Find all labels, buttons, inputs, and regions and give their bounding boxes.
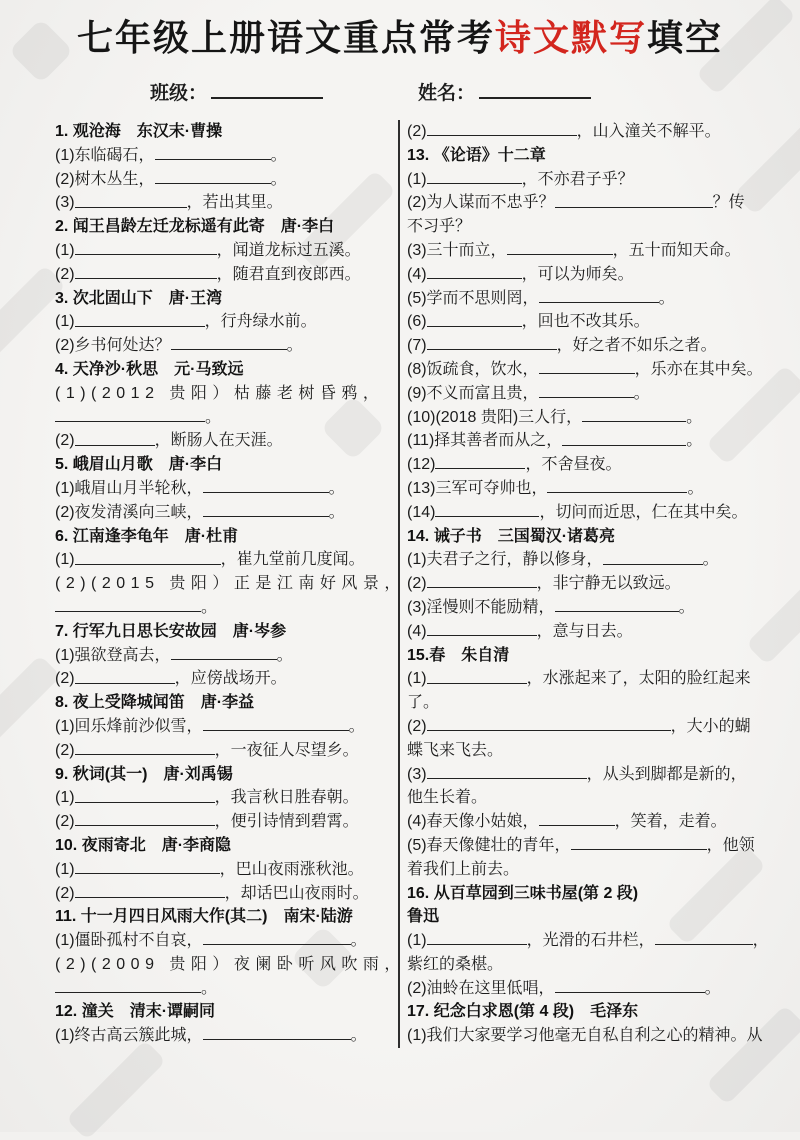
item-header — [55, 358, 395, 382]
text-run: (6) — [407, 313, 427, 331]
text-run: 。 — [348, 718, 365, 736]
text-run: 。 — [350, 932, 367, 950]
text-run: 鲁迅 — [407, 908, 440, 926]
text-run: (10)(2018 贵阳)三人行， — [407, 408, 583, 426]
text-run: ，却话巴山夜雨时。 — [224, 884, 369, 902]
fill-blank — [203, 501, 329, 517]
text-run: ，水涨起来了，太阳的脸红起来 — [526, 670, 751, 688]
text-run: (12) — [407, 456, 436, 474]
fill-blank — [555, 977, 705, 993]
fill-blank — [427, 310, 522, 326]
text-run: (3)三十而立， — [407, 242, 507, 260]
text-run: 8. 夜上受降城闻笛 唐·李益 — [55, 694, 255, 712]
worksheet-line — [55, 406, 395, 430]
class-label: 班级： — [150, 83, 208, 104]
text-run: (1)峨眉山月半轮秋， — [55, 480, 203, 498]
fill-blank — [435, 453, 525, 469]
text-run: (2)树木丛生， — [55, 170, 155, 188]
worksheet-line — [407, 691, 779, 715]
worksheet-line — [55, 644, 395, 668]
text-run: 。 — [201, 979, 218, 997]
fill-blank — [427, 168, 522, 184]
worksheet-line — [407, 239, 779, 263]
text-run: ， — [752, 932, 769, 950]
text-run: 。 — [687, 480, 704, 498]
worksheet-line — [407, 763, 779, 787]
text-run: 17. 纪念白求恩(第 4 段) 毛泽东 — [407, 1003, 639, 1021]
text-run: ，乐亦在其中矣。 — [634, 361, 763, 379]
worksheet-line — [55, 667, 395, 691]
text-run: (2)夜发清溪向三峡， — [55, 503, 203, 521]
text-run: ，他领 — [706, 837, 755, 855]
text-run: 2. 闻王昌龄左迁龙标遥有此寄 唐·李白 — [55, 218, 335, 236]
text-run: 。 — [686, 432, 703, 450]
right-column — [407, 120, 779, 1048]
text-run: (1)东临碣石， — [55, 146, 155, 164]
fill-blank — [539, 810, 615, 826]
text-run: (2)(2009 贵阳）夜阑卧听风吹雨， — [55, 955, 406, 973]
fill-blank — [427, 929, 527, 945]
fill-blank — [427, 620, 537, 636]
worksheet-line — [55, 477, 395, 501]
text-run: ，若出其里。 — [186, 194, 283, 212]
text-run: 。 — [270, 170, 287, 188]
text-run: 1. 观沧海 东汉末·曹操 — [55, 123, 223, 140]
worksheet-line — [407, 310, 779, 334]
text-run: 。 — [658, 289, 675, 307]
text-run: (1) — [407, 170, 427, 188]
fill-blank — [171, 334, 287, 350]
worksheet-line — [407, 834, 779, 858]
name-field — [418, 78, 591, 105]
text-run: (3) — [407, 765, 427, 783]
text-run: ，大小的蝴 — [670, 718, 751, 736]
text-run: 。 — [270, 146, 287, 164]
text-run: (1)(2012 贵阳）枯藤老树昏鸦， — [55, 384, 385, 402]
text-run: (1)终古高云簇此城， — [55, 1027, 203, 1045]
text-run: 不习乎？ — [407, 218, 472, 236]
fill-blank — [427, 715, 671, 731]
name-label: 姓名： — [418, 83, 476, 104]
fill-blank — [427, 763, 587, 779]
text-run: (1) — [55, 551, 75, 569]
fill-blank — [539, 358, 635, 374]
text-run: 。 — [686, 408, 703, 426]
worksheet-line — [55, 144, 395, 168]
text-run: 5. 峨眉山月歌 唐·李白 — [55, 456, 223, 474]
text-run: 。 — [350, 1027, 367, 1045]
item-header — [55, 691, 395, 715]
text-run: ，从头到脚都是新的， — [586, 765, 747, 783]
fill-blank — [603, 548, 703, 564]
text-run: (1)僵卧孤村不自哀， — [55, 932, 203, 950]
fill-blank — [203, 477, 329, 493]
item-header — [407, 905, 779, 929]
watermark-stamp — [0, 655, 61, 755]
text-run: 。 — [704, 979, 721, 997]
fill-blank — [562, 429, 686, 445]
text-run: 了。 — [407, 694, 440, 712]
text-run: ，不亦君子乎？ — [521, 170, 634, 188]
worksheet-line — [55, 786, 395, 810]
text-run: (1)夫君子之行，静以修身， — [407, 551, 603, 569]
text-run: (1) — [55, 242, 75, 260]
item-header — [407, 882, 779, 906]
text-run: ，崔九堂前几度闻。 — [220, 551, 365, 569]
worksheet-line — [55, 715, 395, 739]
fill-blank — [75, 239, 217, 255]
text-run: 11. 十一月四日风雨大作(其二) 南宋·陆游 — [55, 908, 353, 926]
text-run: ，闻道龙标过五溪。 — [216, 242, 361, 260]
text-run: (3)淫慢则不能励精， — [407, 599, 555, 617]
title-highlight: 诗文默写 — [494, 17, 647, 58]
text-run: ，五十而知天命。 — [612, 242, 741, 260]
worksheet-line — [407, 786, 779, 810]
worksheet-line — [407, 715, 779, 739]
worksheet-line — [55, 429, 395, 453]
text-run: ，山入潼关不解平。 — [576, 123, 721, 141]
text-run: (1) — [55, 313, 75, 331]
text-run: (9)不义而富且贵， — [407, 384, 539, 402]
text-run: 9. 秋词(其一) 唐·刘禹锡 — [55, 765, 233, 783]
worksheet-line — [55, 572, 406, 596]
fill-blank — [75, 548, 221, 564]
text-run: 。 — [702, 551, 719, 569]
fill-blank — [75, 786, 215, 802]
fill-blank — [75, 667, 175, 683]
worksheet-line — [407, 263, 779, 287]
text-run: (4) — [407, 265, 427, 283]
text-run: ，回也不改其乐。 — [521, 313, 650, 331]
text-run: ，不舍昼夜。 — [525, 456, 622, 474]
text-run: (1)强欲登高去， — [55, 646, 171, 664]
fill-blank — [427, 120, 577, 136]
text-run: 12. 潼关 清末·谭嗣同 — [55, 1003, 216, 1021]
fill-blank — [155, 168, 271, 184]
text-run: 紫红的桑椹。 — [407, 955, 504, 973]
text-run: ，巴山夜雨涨秋池。 — [219, 860, 364, 878]
text-run: (2) — [55, 432, 75, 450]
worksheet-line — [55, 929, 395, 953]
fill-blank — [75, 191, 187, 207]
fill-blank — [55, 977, 201, 993]
item-header — [55, 453, 395, 477]
text-run: (2)(2015 贵阳）正是江南好风景， — [55, 575, 406, 593]
text-run: (13)三军可夺帅也， — [407, 480, 548, 498]
item-header — [55, 620, 395, 644]
text-run: 蝶飞来飞去。 — [407, 741, 504, 759]
worksheet-line — [407, 572, 779, 596]
text-run: 10. 夜雨寄北 唐·李商隐 — [55, 836, 232, 854]
worksheet-line — [407, 977, 779, 1001]
fill-blank — [507, 239, 613, 255]
fill-blank — [55, 596, 201, 612]
worksheet-line — [55, 953, 406, 977]
worksheet-line — [55, 858, 395, 882]
worksheet-line — [407, 382, 779, 406]
worksheet-line — [55, 310, 395, 334]
text-run: (4)春天像小姑娘， — [407, 813, 539, 831]
item-header — [407, 144, 779, 168]
worksheet-line — [407, 1024, 779, 1048]
text-run: ，应傍战场开。 — [174, 670, 287, 688]
fill-blank — [75, 858, 220, 874]
text-run: (2) — [407, 575, 427, 593]
text-run: (2) — [55, 884, 75, 902]
worksheet-line — [407, 334, 779, 358]
worksheet-line — [55, 977, 395, 1001]
worksheet-line — [55, 810, 395, 834]
fill-blank — [75, 810, 215, 826]
fill-blank — [427, 667, 527, 683]
item-header — [407, 525, 779, 549]
fill-blank — [75, 310, 205, 326]
worksheet-line — [407, 739, 779, 763]
text-run: (1) — [407, 932, 427, 950]
fill-blank — [547, 477, 687, 493]
text-run: (2)为人谋而不忠乎？ — [407, 194, 555, 212]
worksheet-line — [407, 858, 779, 882]
text-run: (2) — [55, 670, 75, 688]
worksheet-line — [407, 477, 779, 501]
fill-blank — [582, 406, 686, 422]
text-run: (1)我们大家要学习他毫无自私自利之心的精神。从 — [407, 1027, 763, 1045]
fill-blank — [75, 739, 215, 755]
fill-blank — [427, 334, 557, 350]
item-header — [55, 215, 395, 239]
text-run: ，光滑的石井栏， — [526, 932, 655, 950]
worksheet-line — [55, 739, 395, 763]
text-run: (11)择其善者而从之， — [407, 432, 563, 450]
text-run: 。 — [678, 599, 695, 617]
worksheet-line — [55, 334, 395, 358]
fill-blank — [539, 382, 634, 398]
fill-blank — [75, 429, 155, 445]
watermark-stamp — [66, 1040, 166, 1140]
fill-blank — [539, 287, 659, 303]
worksheet-line — [55, 168, 395, 192]
worksheet-line — [407, 287, 779, 311]
worksheet-line — [407, 929, 779, 953]
worksheet-line — [55, 501, 395, 525]
item-header — [407, 1000, 779, 1024]
text-run: (14) — [407, 503, 436, 521]
text-run: (1) — [55, 789, 75, 807]
worksheet-line — [55, 1024, 395, 1048]
text-run: (3) — [55, 194, 75, 212]
text-run: 着我们上前去。 — [407, 860, 520, 878]
item-header — [55, 287, 395, 311]
text-run: 3. 次北固山下 唐·王湾 — [55, 289, 223, 307]
worksheet-line — [55, 548, 395, 572]
text-run: 4. 天净沙·秋思 元·马致远 — [55, 360, 244, 378]
text-run: 。 — [276, 646, 293, 664]
class-field — [150, 78, 323, 105]
text-run: 。 — [328, 480, 345, 498]
text-run: ？传 — [712, 194, 745, 212]
text-run: (1)回乐烽前沙似雪， — [55, 718, 203, 736]
text-run: 14. 诫子书 三国蜀汉·诸葛亮 — [407, 527, 616, 545]
text-run: ，我言秋日胜春朝。 — [214, 789, 359, 807]
text-run: ，可以为师矣。 — [521, 265, 634, 283]
text-run: 6. 江南逢李龟年 唐·杜甫 — [55, 527, 239, 545]
text-run: ，非宁静无以致远。 — [536, 575, 681, 593]
fill-blank — [427, 572, 537, 588]
fill-blank — [435, 501, 539, 517]
worksheet-line — [55, 596, 395, 620]
worksheet-line — [407, 548, 779, 572]
text-run: (2) — [55, 813, 75, 831]
item-header — [55, 120, 395, 144]
worksheet-line — [407, 453, 779, 477]
text-run: (8)饭疏食，饮水， — [407, 361, 539, 379]
text-run: (2)油蛉在这里低唱， — [407, 979, 555, 997]
worksheet-line — [55, 191, 395, 215]
worksheet-line — [55, 882, 395, 906]
text-run: (1) — [407, 670, 427, 688]
text-run: 15.春 朱自清 — [407, 646, 510, 664]
item-header — [55, 834, 395, 858]
class-blank — [211, 78, 323, 99]
text-run: ，切问而近思，仁在其中矣。 — [539, 503, 748, 521]
worksheet-line — [407, 620, 779, 644]
fill-blank — [203, 715, 349, 731]
worksheet-line — [55, 263, 395, 287]
text-run: (2)乡书何处达？ — [55, 337, 171, 355]
worksheet-line — [407, 501, 779, 525]
text-run: ，好之者不如乐之者。 — [556, 337, 717, 355]
worksheet-line — [407, 953, 779, 977]
fill-blank — [203, 929, 351, 945]
text-run: 。 — [328, 503, 345, 521]
fill-blank — [655, 929, 753, 945]
text-run: (5)学而不思则罔， — [407, 289, 539, 307]
fill-blank — [571, 834, 707, 850]
text-run: 7. 行军九日思长安故园 唐·岑参 — [55, 622, 287, 640]
text-run: ，笑着，走着。 — [614, 813, 727, 831]
text-run: 13. 《论语》十二章 — [407, 146, 546, 164]
text-run: 他生长着。 — [407, 789, 488, 807]
text-run: ，一夜征人尽望乡。 — [214, 741, 359, 759]
worksheet-line — [55, 382, 395, 406]
text-run: 。 — [201, 599, 218, 617]
worksheet-line — [55, 239, 395, 263]
worksheet-line — [407, 596, 779, 620]
item-header — [55, 1000, 395, 1024]
item-header — [55, 525, 395, 549]
text-run: (5)春天像健壮的青年， — [407, 837, 571, 855]
worksheet-line — [407, 667, 779, 691]
text-run: ，行舟绿水前。 — [204, 313, 317, 331]
fill-blank — [55, 406, 205, 422]
name-blank — [479, 78, 591, 99]
text-run: ，断肠人在天涯。 — [154, 432, 283, 450]
text-run: (2) — [55, 741, 75, 759]
text-run: ，便引诗情到碧霄。 — [214, 813, 359, 831]
worksheet-line — [407, 810, 779, 834]
item-header — [407, 644, 779, 668]
fill-blank — [171, 644, 277, 660]
text-run: (1) — [55, 860, 75, 878]
fill-blank — [203, 1024, 351, 1040]
text-run: (2) — [55, 265, 75, 283]
text-run: (4) — [407, 622, 427, 640]
text-run: (2) — [407, 123, 427, 141]
text-run: 。 — [286, 337, 303, 355]
item-header — [55, 763, 395, 787]
text-run: 。 — [633, 384, 650, 402]
text-run: (7) — [407, 337, 427, 355]
worksheet-line — [407, 191, 779, 215]
text-run: (2) — [407, 718, 427, 736]
worksheet-line — [407, 429, 779, 453]
worksheet-line — [407, 406, 779, 430]
fill-blank — [427, 263, 522, 279]
left-column — [55, 120, 406, 1048]
worksheet-line — [407, 215, 779, 239]
item-header — [55, 905, 395, 929]
fill-blank — [555, 191, 713, 207]
fill-blank — [155, 144, 271, 160]
worksheet-line — [407, 120, 779, 144]
title-prefix: 七年级上册语文重点常考 — [76, 17, 495, 58]
fill-blank — [75, 882, 225, 898]
worksheet-line — [407, 358, 779, 382]
title-suffix: 填空 — [647, 17, 724, 58]
fill-blank — [555, 596, 679, 612]
fill-blank — [75, 263, 217, 279]
page-title — [0, 10, 800, 61]
text-run: 16. 从百草园到三味书屋(第 2 段) — [407, 884, 639, 902]
worksheet-line — [407, 168, 779, 192]
text-run: 。 — [205, 408, 222, 426]
text-run: ，意与日去。 — [536, 622, 633, 640]
text-run: ，随君直到夜郎西。 — [216, 265, 361, 283]
